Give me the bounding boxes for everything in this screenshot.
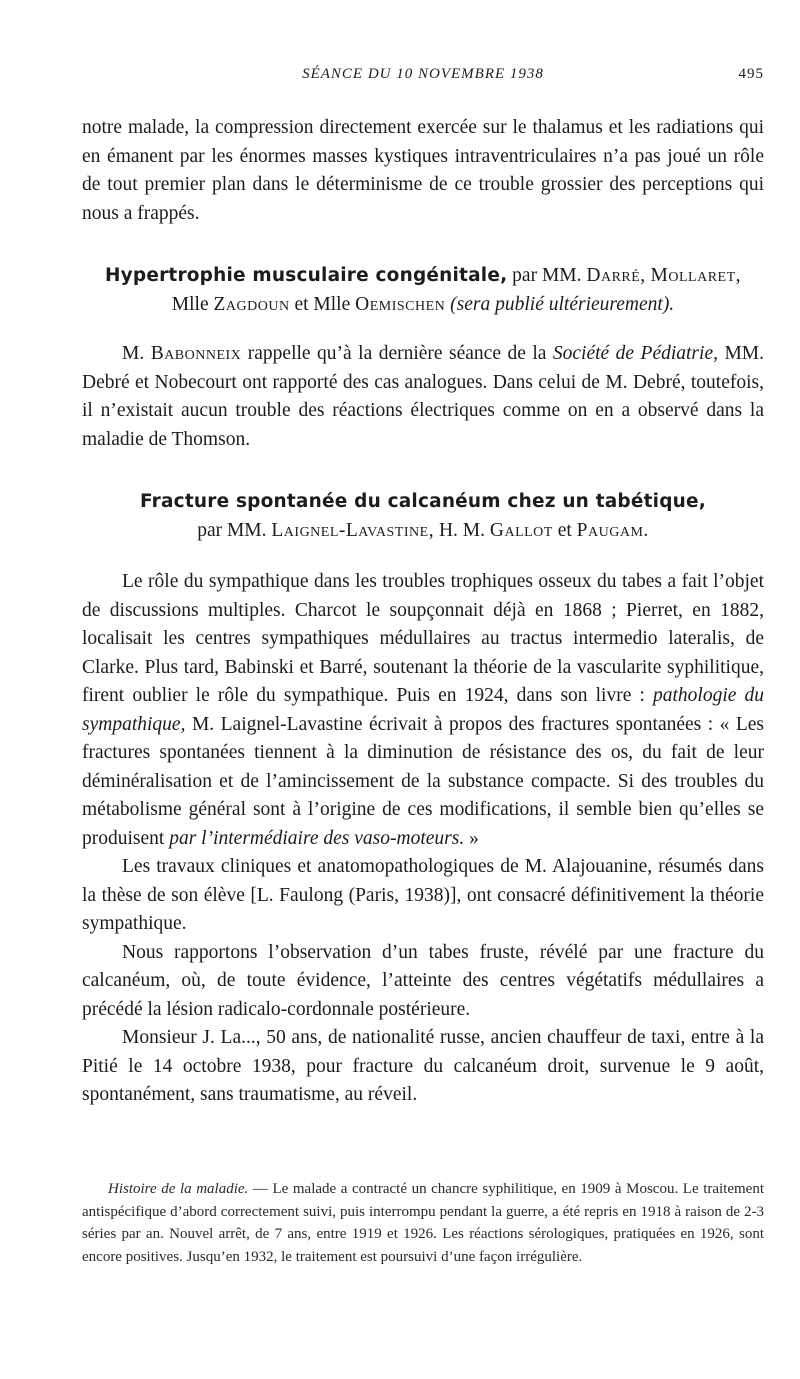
authors-prefix: par MM. xyxy=(197,520,267,541)
author-name: Paugam. xyxy=(576,520,649,541)
section-heading-line-1 xyxy=(82,487,764,516)
conjunction: et xyxy=(294,294,309,315)
page-number: 495 xyxy=(738,66,764,82)
author-initial: H. xyxy=(438,520,458,541)
fracture-body-block xyxy=(82,568,764,1110)
paragraph-prefix: M. xyxy=(122,343,145,364)
footnote xyxy=(82,1178,764,1268)
paragraph-observation: Nous rapportons l’observation d’un tabes fruste, révélé par une fracture du calcanéum, où, de toute évidence, l’atteinte des centres végétatifs médullaires a précédé la lésion radicalo-cordonnale postérieure. xyxy=(82,941,764,1020)
author-title: Mlle xyxy=(171,294,209,315)
book-title: pathologie du sympathique, xyxy=(82,685,765,735)
section-title: Fracture spontanée du calcanéum chez un tabétique, xyxy=(140,491,706,512)
society-name: Société de Pédiatrie, xyxy=(552,343,718,364)
author-name: Mollaret, xyxy=(650,265,742,286)
section-heading-line-2 xyxy=(82,516,764,545)
section-title: Hypertrophie musculaire congénitale, xyxy=(104,265,508,286)
babonneix-paragraph xyxy=(82,340,764,454)
paragraph-travaux: Les travaux cliniques et anatomopathologiques de M. Alajouanine, résumés dans la thèse de son élève [L. Faulong (Paris, 1938)], ont consacré définitivement la théorie sympathique. xyxy=(82,856,764,934)
paragraph-text: rappelle qu’à la dernière séance de la xyxy=(247,343,547,364)
author-name: Zagdoun xyxy=(213,294,290,315)
footnote-text: — Le malade a contracté un chancre syphilitique, en 1909 à Moscou. Le traitement antispécifique d’abord correctement suivi, puis interrompu pendant la guerre, a été repris en 1918 à raison de 2-3 séries par an. Nouvel arrêt, de 7 ans, entre 1919 et 1926. Les réactions sérologiques, pratiquées en 1926, sont encore positives. Jusqu’en 1932, le traitement est poursuivi d’une façon irrégulière. xyxy=(82,1181,765,1265)
paragraph-text: MM. Debré et Nobecourt ont rapporté des cas analogues. Dans celui de M. Debré, toutefois, il n’existait aucun trouble des réactions électriques comme on en a observé dans la maladie de Thomson. xyxy=(82,343,765,450)
author-title: Mlle xyxy=(313,294,351,315)
intro-paragraph-block xyxy=(82,114,764,228)
section-heading-line-2 xyxy=(82,290,764,319)
author-name: Gallot xyxy=(489,520,553,541)
intro-paragraph: notre malade, la compression directement exercée sur le thalamus et les radiations qui en émanent par les énormes masses kystiques intraventriculaires n’a pas joué un rôle de tout premier plan dans le déterminisme de ce trouble grossier des perceptions qui nous a frappés. xyxy=(82,117,764,224)
author-name: Oemischen xyxy=(355,294,446,315)
author-name: Babonneix xyxy=(150,343,242,364)
section-heading-hypertrophie xyxy=(82,261,764,319)
running-head xyxy=(82,66,764,90)
paragraph-italic-text: par l’intermédiaire des vaso-moteurs. xyxy=(169,827,465,849)
paragraph-patient: Monsieur J. La..., 50 ans, de nationalité russe, ancien chauffeur de taxi, entre à la Pitié le 14 octobre 1938, pour fracture du calcanéum droit, survenue le 9 août, spontanément, sans traumatisme, au réveil. xyxy=(82,1027,764,1105)
running-title: SÉANCE DU 10 NOVEMBRE 1938 xyxy=(302,66,544,82)
section-heading-line-1 xyxy=(82,261,764,290)
author-name: Laignel-Lavastine, xyxy=(271,520,435,541)
author-name: Darré, xyxy=(586,265,646,286)
babonneix-paragraph-block xyxy=(82,340,764,454)
paragraph-text: M. Laignel-Lavastine écrivait à propos des fractures spontanées : « Les fractures spontanées tiennent à la diminution de résistance des os, du fait de leur déminéralisation et de l’amincissement de la substance compacte. Si des troubles du métabolisme général sont à l’origine de ces modifications, il semble bien qu’elles se produisent xyxy=(82,713,765,849)
paragraph-text: Le rôle du sympathique dans les troubles trophiques osseux du tabes a fait l’objet de discussions multiples. Charcot le soupçonnait déjà en 1868 ; Pierret, en 1882, localisait les centres sympathiques médullaires au tractus intermedio lateralis, de Clarke. Plus tard, Babinski et Barré, soutenant la théorie de la vascularite syphilitique, firent oublier le rôle du sympathique. Puis en 1924, dans son livre : xyxy=(82,571,764,706)
author-initial: M. xyxy=(462,520,485,541)
footnote-label: Histoire de la maladie. xyxy=(108,1181,249,1197)
paragraph-sympathique xyxy=(82,568,764,853)
closing-quote: » xyxy=(469,827,479,849)
publication-note: (sera publié ultérieurement). xyxy=(450,294,675,315)
conjunction: et xyxy=(557,520,572,541)
footnote-paragraph xyxy=(82,1178,764,1268)
authors-prefix: par MM. xyxy=(512,265,582,286)
section-heading-fracture xyxy=(82,487,764,545)
